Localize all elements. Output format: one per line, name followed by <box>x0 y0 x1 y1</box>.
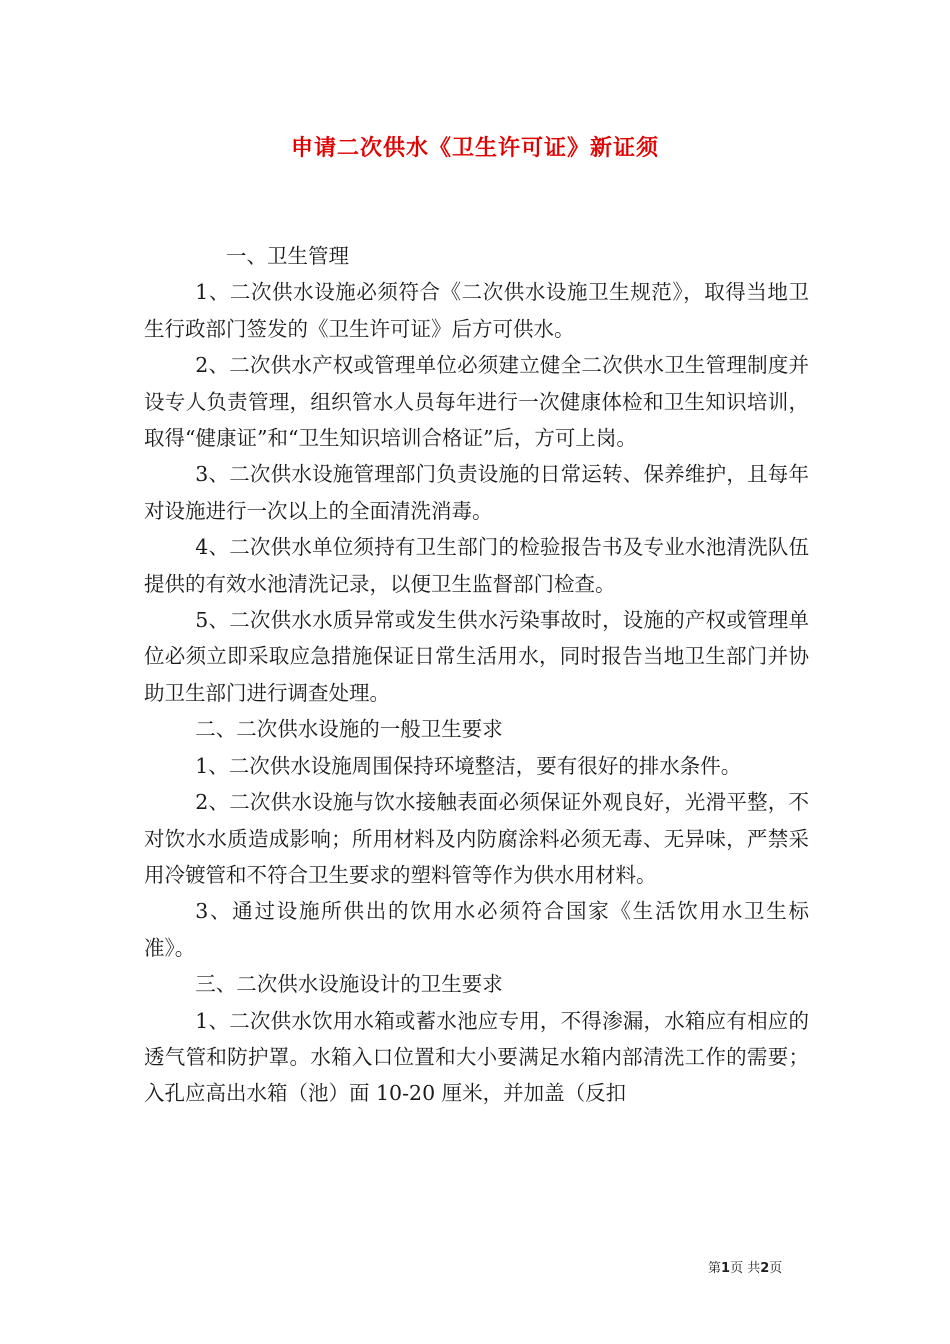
document-body <box>144 238 809 1112</box>
page-title: 申请二次供水《卫生许可证》新证须 <box>290 135 659 161</box>
paragraph: 4、二次供水单位须持有卫生部门的检验报告书及专业水池清洗队伍提供的有效水池清洗记录，以便卫生监督部门检查。 <box>144 535 809 596</box>
paragraph: 5、二次供水水质异常或发生供水污染事故时，设施的产权或管理单位必须立即采取应急措施保证日常生活用水，同时报告当地卫生部门并协助卫生部门进行调查处理。 <box>144 608 809 705</box>
paragraph: 2、二次供水设施与饮水接触表面必须保证外观良好，光滑平整，不对饮水水质造成影响；所用材料及内防腐涂料必须无毒、无异味，严禁采用冷镀管和不符合卫生要求的塑料管等作为供水用材料。 <box>144 790 809 887</box>
paragraph: 3、通过设施所供出的饮用水必须符合国家《生活饮用水卫生标准》。 <box>144 899 809 960</box>
section-heading-3: 三、二次供水设施设计的卫生要求 <box>195 972 503 997</box>
paragraph: 1、二次供水设施周围保持环境整洁，要有很好的排水条件。 <box>195 753 742 778</box>
footer-suffix: 页 <box>769 1261 783 1276</box>
total-pages-number: 2 <box>760 1261 770 1276</box>
paragraph: 1、二次供水设施必须符合《二次供水设施卫生规范》，取得当地卫生行政部门签发的《卫生许可证》后方可供水。 <box>144 280 809 341</box>
footer-middle: 页 共 <box>730 1261 761 1276</box>
paragraph: 2、二次供水产权或管理单位必须建立健全二次供水卫生管理制度并设专人负责管理，组织管水人员每年进行一次健康体检和卫生知识培训，取得“健康证”和“卫生知识培训合格证”后，方可上岗。 <box>144 353 809 451</box>
current-page-number: 1 <box>721 1261 731 1276</box>
section-heading-2: 二、二次供水设施的一般卫生要求 <box>195 717 503 742</box>
paragraph: 1、二次供水饮用水箱或蓄水池应专用，不得渗漏，水箱应有相应的透气管和防护罩。水箱入口位置和大小要满足水箱内部清洗工作的需要；入孔应高出水箱（池）面 10-20 厘米，并加盖（反扣 <box>144 1008 809 1106</box>
paragraph: 3、二次供水设施管理部门负责设施的日常运转、保养维护，且每年对设施进行一次以上的全面清洗消毒。 <box>144 462 809 523</box>
section-heading-1: 一、卫生管理 <box>226 244 349 268</box>
footer-prefix: 第 <box>708 1261 722 1276</box>
page-number-footer <box>708 1257 782 1276</box>
